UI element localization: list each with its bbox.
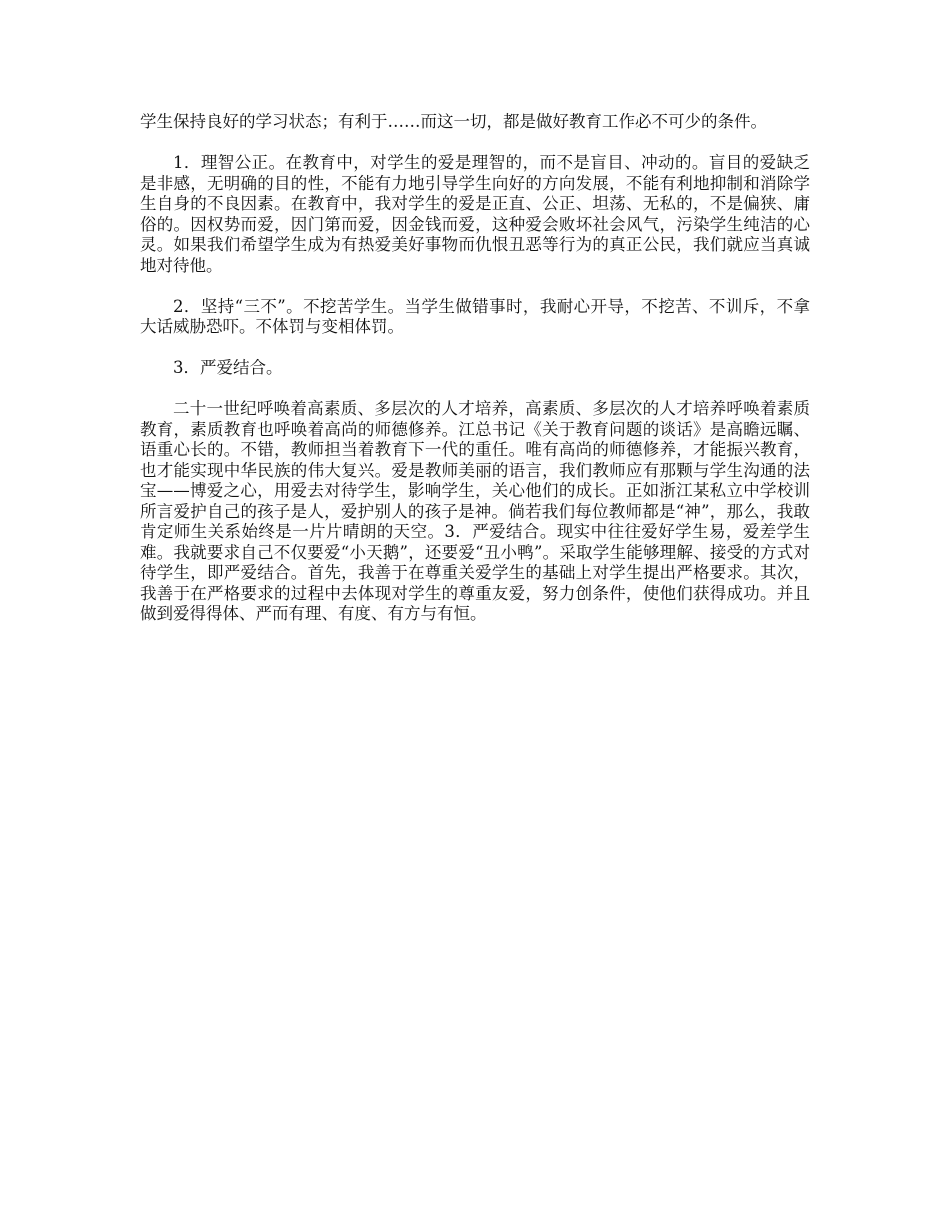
paragraph-point-2: 2．坚持“三不”。不挖苦学生。当学生做错事时，我耐心开导，不挖苦、不训斥，不拿大话威胁恐吓。不体罚与变相体罚。 [140,296,810,336]
paragraph-point-1: 1．理智公正。在教育中，对学生的爱是理智的，而不是盲目、冲动的。盲目的爱缺乏是非感，无明确的目的性，不能有力地引导学生向好的方向发展，不能有利地抑制和消除学生自身的不良因素。在教育中，我对学生的爱是正直、公正、坦荡、无私的，不是偏狭、庸俗的。因权势而爱，因门第而爱，因金钱而爱，这种爱会败坏社会风气，污染学生纯洁的心灵。如果我们希望学生成为有热爱美好事物而仇恨丑恶等行为的真正公民，我们就应当真诚地对待他。 [140,153,810,275]
document-body [140,112,810,645]
paragraph-point-3: 3．严爱结合。 [173,358,283,377]
paragraph-intro: 学生保持良好的学习状态；有利于……而这一切，都是做好教育工作必不可少的条件。 [140,112,767,131]
paragraph-conclusion: 二十一世纪呼唤着高素质、多层次的人才培养，高素质、多层次的人才培养呼唤着素质教育，素质教育也呼唤着高尚的师德修养。江总书记《关于教育问题的谈话》是高瞻远瞩、语重心长的。不错，教师担当着教育下一代的重任。唯有高尚的师德修养，才能振兴教育，也才能实现中华民族的伟大复兴。爱是教师美丽的语言，我们教师应有那颗与学生沟通的法宝——博爱之心，用爱去对待学生，影响学生，关心他们的成长。正如浙江某私立中学校训所言爱护自己的孩子是人，爱护别人的孩子是神。倘若我们每位教师都是“神”，那么，我敢肯定师生关系始终是一片片晴朗的天空。3．严爱结合。现实中往往爱好学生易，爱差学生难。我就要求自己不仅要爱“小天鹅”，还要爱“丑小鸭”。采取学生能够理解、接受的方式对待学生，即严爱结合。首先，我善于在尊重关爱学生的基础上对学生提出严格要求。其次，我善于在严格要求的过程中去体现对学生的尊重友爱，努力创条件，使他们获得成功。并且做到爱得得体、严而有理、有度、有方与有恒。 [140,399,810,623]
